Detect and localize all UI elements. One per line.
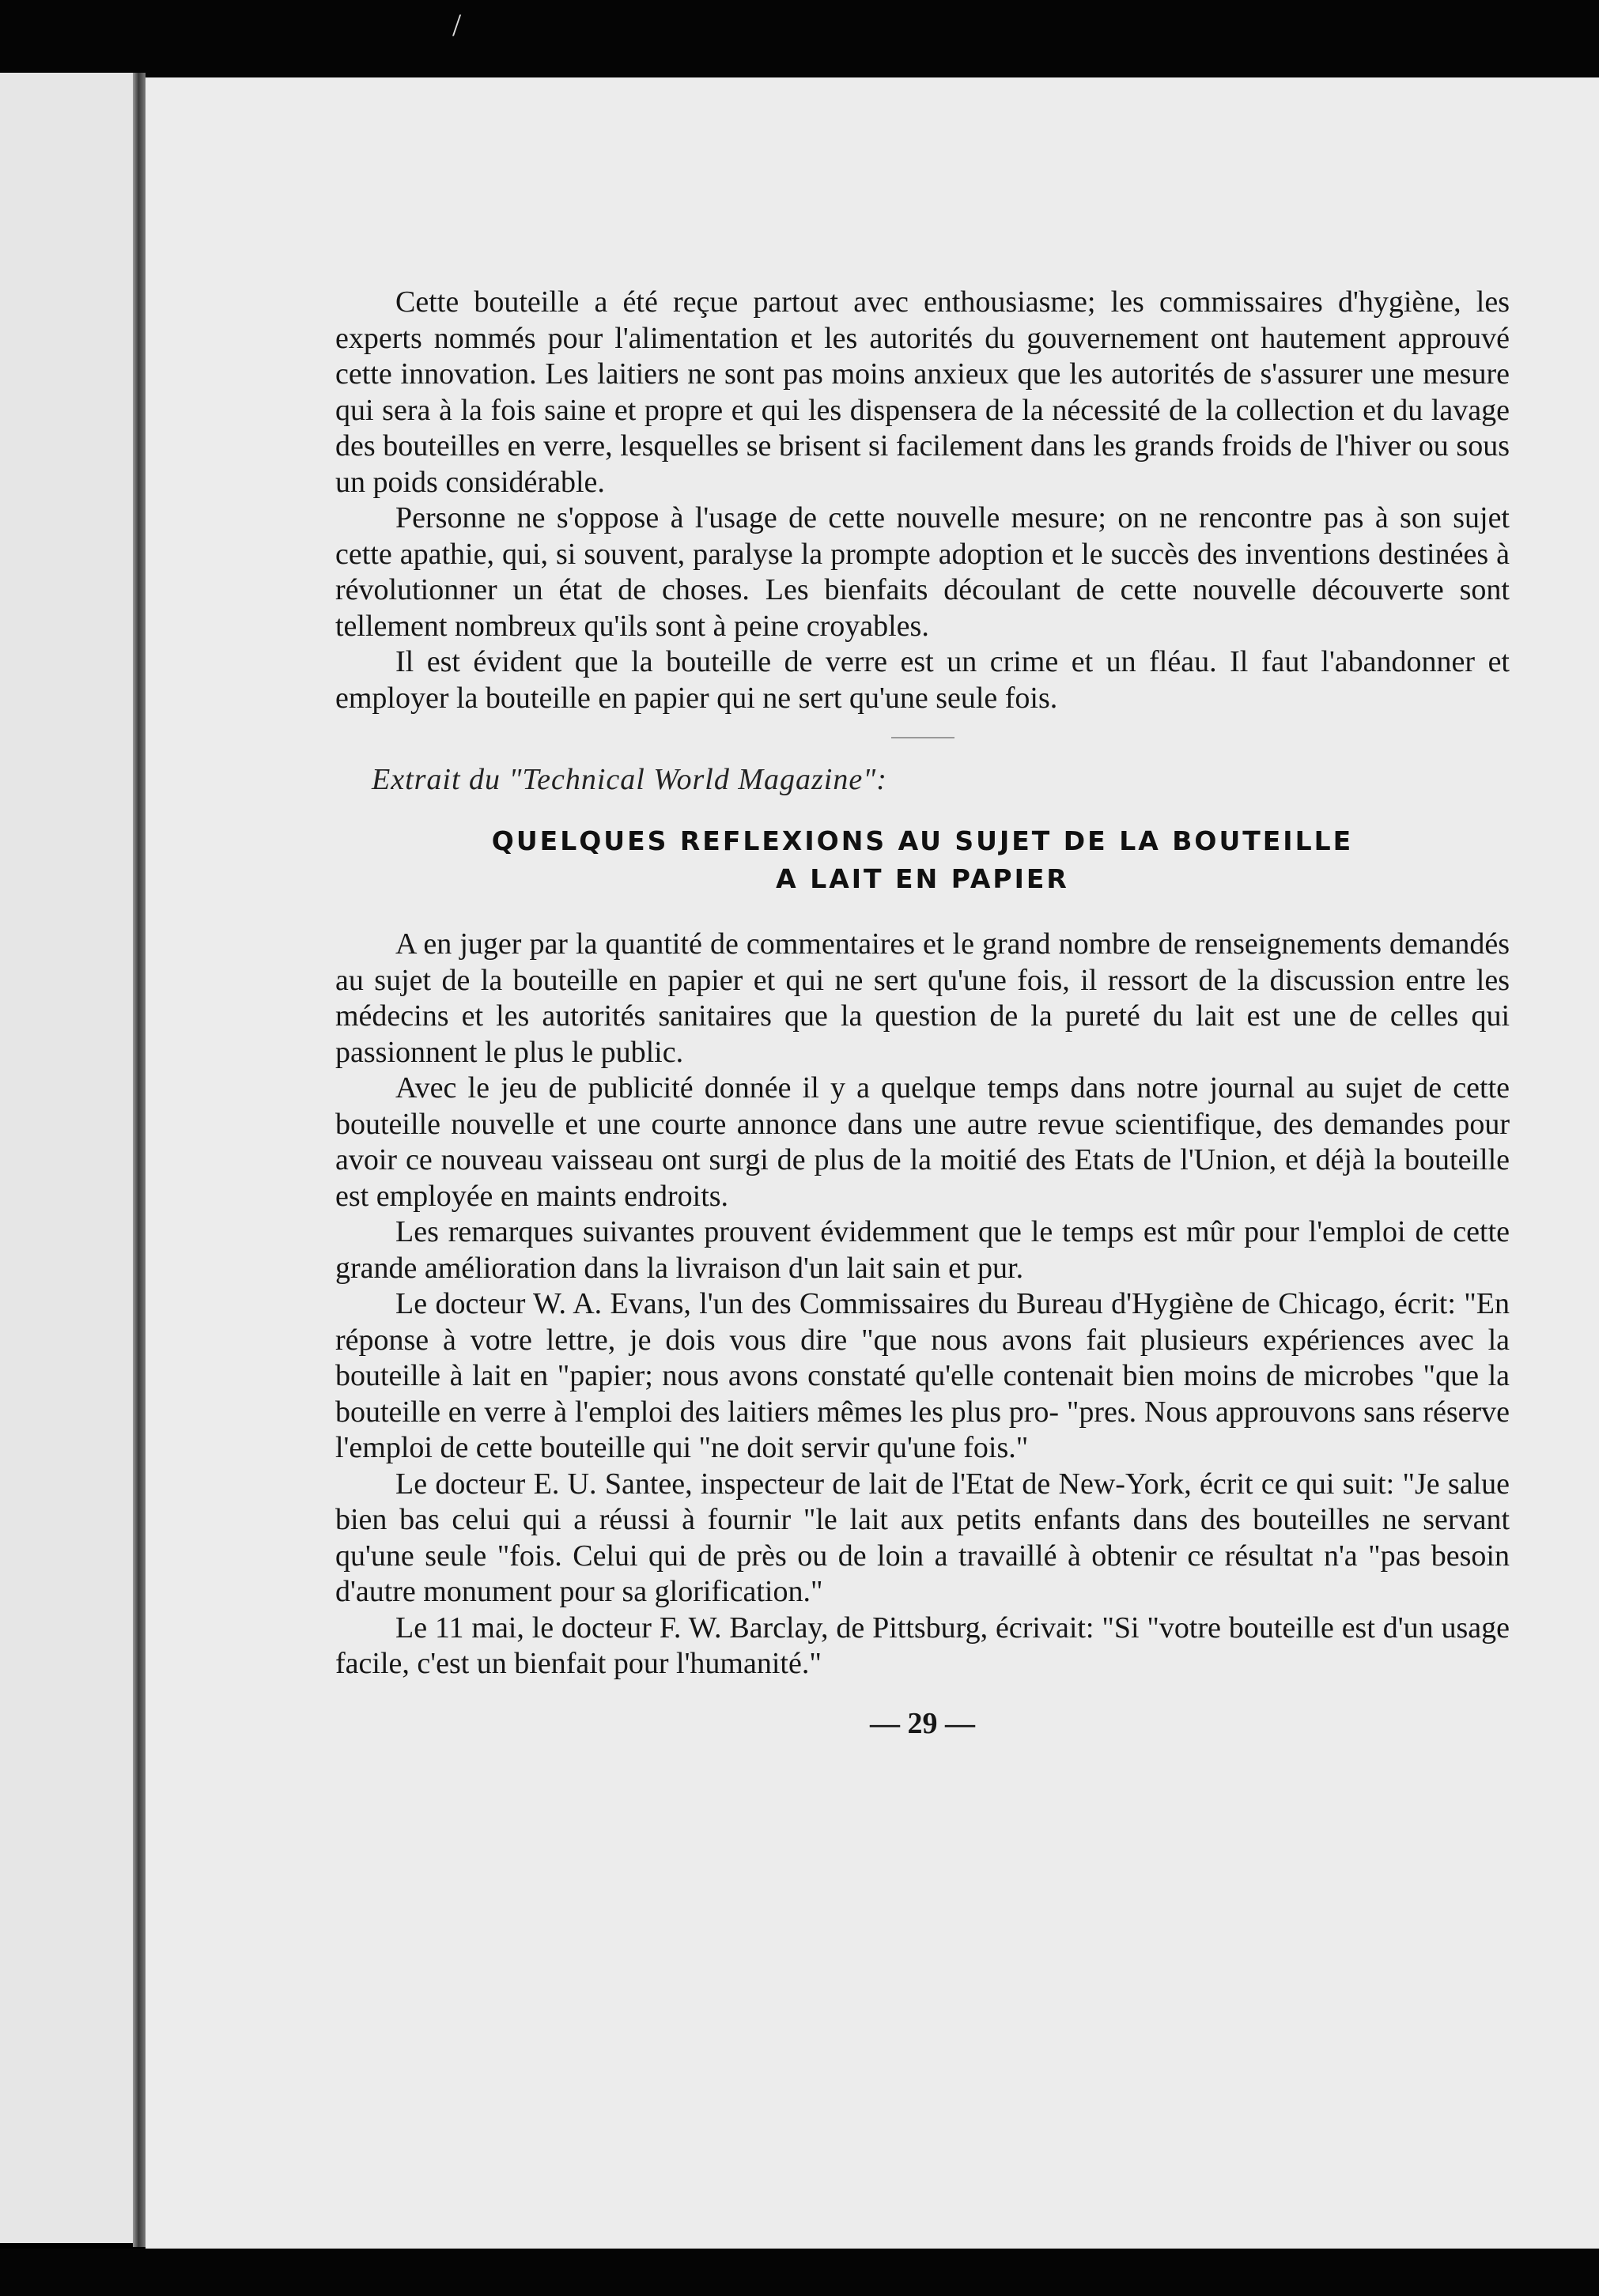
book-spine: [133, 73, 146, 2247]
paragraph: Le docteur E. U. Santee, inspecteur de lait de l'Etat de New-York, écrit ce qui suit: "Je salue bien bas celui qui a réussi à fournir "le lait aux petits enfants dans des bouteilles ne servant qu'une seule "fois. Celui qui de près ou de loin a travaillé à obtenir ce résultat n'a "pas besoin d'autre monument pour sa glorification.": [335, 1467, 1510, 1608]
page-content: [335, 285, 1510, 1741]
paragraph: Personne ne s'oppose à l'usage de cette nouvelle mesure; on ne rencontre pas à son sujet cette apathie, qui, si souvent, paralyse la prompte adoption et le succès des inventions destinées à révolutionner un état de choses. Les bienfaits découlant de cette nouvelle découverte sont tellement nombreux qu'ils sont à peine croyables.: [335, 501, 1510, 643]
heading-line-1: QUELQUES REFLEXIONS AU SUJET DE LA BOUTEILLE: [491, 825, 1354, 856]
paragraph: Il est évident que la bouteille de verre est un crime et un fléau. Il faut l'abandonner et employer la bouteille en papier qui ne sert qu'une seule fois.: [335, 645, 1510, 715]
paragraph: A en juger par la quantité de commentaires et le grand nombre de renseignements demandés au sujet de la bouteille en papier et qui ne sert qu'une fois, il ressort de la discussion entre les médecins et les autorités sanitaires que la question de la pureté du lait est une de celles qui passionnent le plus le public.: [335, 927, 1510, 1069]
section-divider: [891, 737, 954, 738]
body-text-top: [335, 285, 1510, 716]
paragraph: Cette bouteille a été reçue partout avec enthousiasme; les commissaires d'hygiène, les experts nommés pour l'alimentation et les autorités du gouvernement ont hautement approuvé cette innovation. Les laitiers ne sont pas moins anxieux que les autorités de s'assurer une mesure qui sera à la fois saine et propre et qui les dispensera de la nécessité de la collection et du lavage des bouteilles en verre, lesquelles se brisent si facilement dans les grands froids de l'hiver ou sous un poids considérable.: [335, 285, 1510, 499]
scan-mark: /: [452, 7, 462, 43]
paragraph: Le docteur W. A. Evans, l'un des Commissaires du Bureau d'Hygiène de Chicago, écrit: "En réponse à votre lettre, je dois vous dire "que nous avons fait plusieurs expériences avec la bouteille à lait en "papier; nous avons constaté qu'elle contenait bien moins de microbes "que la bouteille en verre à l'emploi des laitiers mêmes les plus pro- "pres. Nous approuvons sans réserve l'emploi de cette bouteille qui "ne doit servir qu'une fois.": [335, 1287, 1510, 1464]
extract-source: Extrait du "Technical World Magazine":: [372, 763, 887, 796]
document-page: [146, 77, 1599, 2252]
heading-line-2: A LAIT EN PAPIER: [776, 863, 1069, 894]
paragraph: Avec le jeu de publicité donnée il y a quelque temps dans notre journal au sujet de cette bouteille nouvelle et une courte annonce dans une autre revue scientifique, des demandes pour avoir ce nouveau vaisseau ont surgi de plus de la moitié des Etats de l'Union, et déjà la bouteille est employée en maints endroits.: [335, 1071, 1510, 1213]
paragraph: Les remarques suivantes prouvent évidemment que le temps est mûr pour l'emploi de cette grande amélioration dans la livraison d'un lait sain et pur.: [335, 1215, 1510, 1285]
page-number: — 29 —: [870, 1706, 975, 1740]
facing-page-edge: [0, 73, 139, 2243]
article-heading: [335, 822, 1510, 898]
scan-bottom-border: [0, 2249, 1599, 2296]
paragraph: Le 11 mai, le docteur F. W. Barclay, de Pittsburg, écrivait: "Si "votre bouteille est d'un usage facile, c'est un bienfait pour l'humanité.": [335, 1611, 1510, 1680]
body-text-bottom: [335, 927, 1510, 1682]
scan-top-border: [0, 0, 1599, 79]
